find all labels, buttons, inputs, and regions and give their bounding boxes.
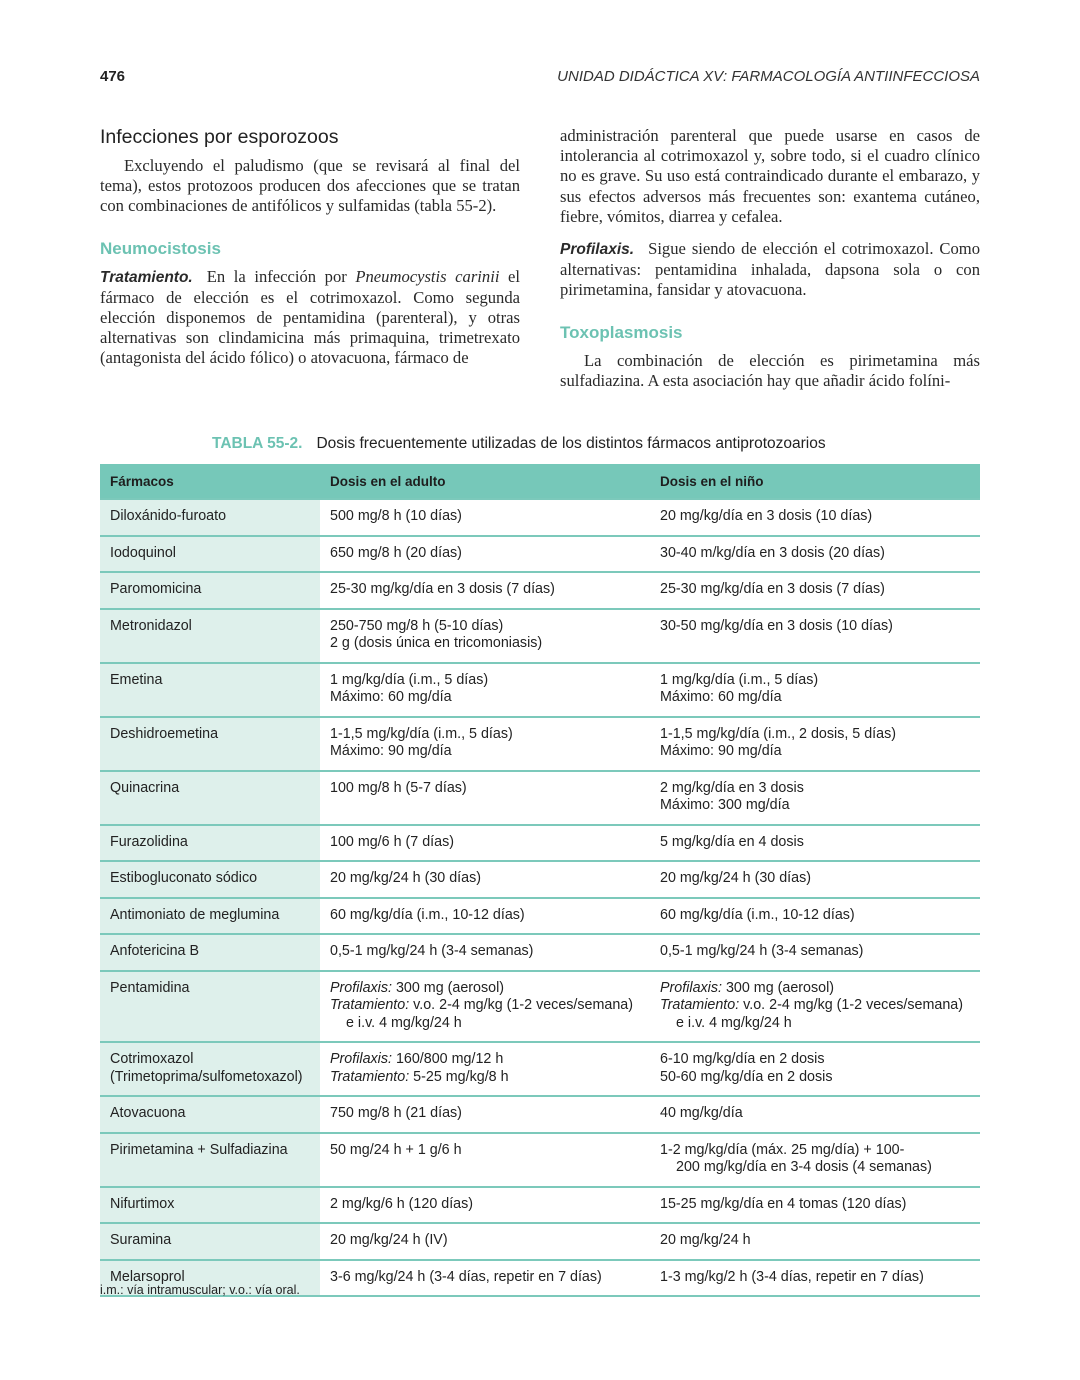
dose-label: Tratamiento:	[660, 997, 740, 1013]
dose-line	[330, 997, 640, 1015]
dose-text: 6-10 mg/kg/día en 2 dosis	[660, 1051, 825, 1067]
dose-line	[330, 980, 640, 998]
adult-dose-cell	[320, 825, 650, 862]
dose-text: Máximo: 90 mg/día	[660, 743, 782, 759]
drug-cell	[100, 609, 320, 663]
dose-text: 20 mg/kg/24 h (IV)	[330, 1232, 448, 1248]
dose-label: Profilaxis:	[330, 979, 392, 996]
adult-dose-cell	[320, 536, 650, 573]
intro-paragraph: Excluyendo el paludismo (que se revisará al final del tema), estos protozoos producen dos afecciones que se tratan con combinaciones de antifólicos y sulfamidas (tabla 55-2).	[100, 156, 520, 216]
child-dose-cell	[650, 1187, 980, 1224]
dose-text: 25-30 mg/kg/día en 3 dosis (7 días)	[660, 581, 885, 597]
child-dose-cell	[650, 771, 980, 825]
dose-text: 15-25 mg/kg/día en 4 tomas (120 días)	[660, 1195, 907, 1212]
dose-line	[660, 797, 970, 815]
dose-text: 0,5-1 mg/kg/24 h (3-4 semanas)	[660, 943, 864, 959]
prophylaxis-lead: Profilaxis.	[560, 241, 635, 259]
table-row	[100, 717, 980, 771]
table-row	[100, 499, 980, 536]
drug-name: Atovacuona	[110, 1105, 186, 1121]
dose-line	[660, 1269, 970, 1287]
drug-cell	[100, 536, 320, 573]
adult-dose-cell	[320, 499, 650, 536]
drug-name: Melarsoprol	[110, 1268, 185, 1285]
child-dose-cell	[650, 609, 980, 663]
dose-line	[660, 997, 970, 1015]
drug-name: Iodoquinol	[110, 544, 176, 561]
treatment-lead: Tratamiento.	[100, 268, 193, 286]
dose-line	[660, 980, 970, 998]
dose-text: 1 mg/kg/día (i.m., 5 días)	[330, 671, 489, 688]
drug-name: Deshidroemetina	[110, 725, 219, 742]
dose-text: 500 mg/8 h (10 días)	[330, 508, 462, 524]
dose-label: Profilaxis:	[330, 1051, 392, 1067]
child-dose-cell	[650, 1260, 980, 1297]
drug-name: Pirimetamina + Sulfadiazina	[110, 1141, 288, 1158]
dose-text: 5 mg/kg/día en 4 dosis	[660, 833, 804, 850]
dose-text: e i.v. 4 mg/kg/24 h	[676, 1014, 792, 1031]
dose-text: v.o. 2-4 mg/kg (1-2 veces/semana)	[739, 997, 964, 1013]
child-dose-cell	[650, 663, 980, 717]
dose-line	[330, 1196, 640, 1214]
dose-text: Máximo: 60 mg/día	[660, 689, 782, 705]
treatment-text-cont: el fármaco de elección es el cotrimoxazol. Como segunda elección disponemos de pentamidina (parenteral), y otras alternativas son clindamicina más primaquina, trimetrexato (antagonista del ácido fólico) o atovacuona, fármaco de	[100, 266, 520, 368]
child-dose-cell	[650, 717, 980, 771]
drug-cell	[100, 1187, 320, 1224]
dose-text: 160/800 mg/12 h	[391, 1051, 504, 1067]
dose-line	[660, 689, 970, 707]
running-head: UNIDAD DIDÁCTICA XV: FARMACOLOGÍA ANTIINFECCIOSA	[557, 68, 980, 85]
table-caption	[212, 435, 826, 453]
toxoplasmosis-paragraph: La combinación de elección es pirimetamina más sulfadiazina. A esta asociación hay que añadir ácido folíni-	[560, 350, 980, 390]
header-child-dose: Dosis en el niño	[650, 464, 980, 499]
dose-text: Máximo: 90 mg/día	[330, 743, 452, 759]
dose-line	[330, 726, 640, 744]
child-dose-cell	[650, 1223, 980, 1260]
adult-dose-cell	[320, 898, 650, 935]
dose-label: Tratamiento:	[330, 1068, 410, 1085]
header-drugs: Fármacos	[100, 464, 320, 499]
dose-text: 60 mg/kg/día (i.m., 10-12 días)	[660, 906, 855, 923]
table-row	[100, 609, 980, 663]
child-dose-cell	[650, 971, 980, 1043]
child-dose-cell	[650, 934, 980, 971]
table-row	[100, 971, 980, 1043]
drug-name: Diloxánido-furoato	[110, 508, 227, 524]
child-dose-cell	[650, 536, 980, 573]
dose-text: 2 mg/kg/6 h (120 días)	[330, 1195, 474, 1212]
dose-text: 1-2 mg/kg/día (máx. 25 mg/día) + 100-	[660, 1141, 905, 1158]
table-label: TABLA 55-2.	[212, 435, 303, 452]
dose-line	[330, 1142, 640, 1160]
dose-text: 100 mg/8 h (5-7 días)	[330, 779, 467, 796]
adult-dose-cell	[320, 1260, 650, 1297]
table-row	[100, 825, 980, 862]
dose-text: 750 mg/8 h (21 días)	[330, 1105, 462, 1121]
table-row	[100, 934, 980, 971]
dose-line	[660, 1051, 970, 1069]
dose-text: 20 mg/kg/24 h	[660, 1232, 751, 1248]
child-dose-cell	[650, 499, 980, 536]
dose-text: Máximo: 60 mg/día	[330, 689, 452, 705]
drug-name: Suramina	[110, 1232, 172, 1248]
table-title: Dosis frecuentemente utilizadas de los distintos fármacos antiprotozoarios	[316, 435, 826, 452]
adult-dose-cell	[320, 609, 650, 663]
dose-line	[330, 1015, 640, 1033]
drug-name: Paromomicina	[110, 581, 202, 597]
child-dose-cell	[650, 572, 980, 609]
dose-line	[660, 1069, 970, 1087]
dose-text: 20 mg/kg/día en 3 dosis (10 días)	[660, 508, 873, 524]
table-row	[100, 1187, 980, 1224]
drug-cell	[100, 1042, 320, 1096]
table-row	[100, 536, 980, 573]
dose-text: 300 mg (aerosol)	[391, 979, 505, 996]
table-row	[100, 861, 980, 898]
dose-text: 0,5-1 mg/kg/24 h (3-4 semanas)	[330, 943, 534, 959]
continued-paragraph: administración parenteral que puede usarse en casos de intolerancia al cotrimoxazol y, sobre todo, si el cuadro clínico no es grave. Su uso está contraindicado durante el embarazo, y sus efectos adversos más frecuentes son: exantema cutáneo, fiebre, vómitos, diarrea y cefalea.	[560, 126, 980, 226]
dose-line	[330, 907, 640, 925]
dose-text: 200 mg/kg/día en 3-4 dosis (4 semanas)	[676, 1159, 932, 1175]
dose-line	[660, 870, 970, 888]
dose-text: Máximo: 300 mg/día	[660, 797, 790, 813]
dose-line	[330, 1232, 640, 1250]
dose-line	[660, 780, 970, 798]
dose-label: Tratamiento:	[330, 997, 410, 1013]
dose-line	[330, 870, 640, 888]
adult-dose-cell	[320, 572, 650, 609]
dose-text: 3-6 mg/kg/24 h (3-4 días, repetir en 7 días)	[330, 1268, 602, 1285]
dose-line	[330, 635, 640, 653]
child-dose-cell	[650, 1133, 980, 1187]
drug-name: Anfotericina B	[110, 943, 200, 959]
adult-dose-cell	[320, 771, 650, 825]
dose-line	[660, 508, 970, 526]
dose-text: 2 g (dosis única en tricomoniasis)	[330, 635, 543, 651]
drug-name: Quinacrina	[110, 779, 180, 796]
drug-cell	[100, 1133, 320, 1187]
dose-line	[660, 834, 970, 852]
dose-line	[330, 1105, 640, 1123]
dose-text: 25-30 mg/kg/día en 3 dosis (7 días)	[330, 581, 555, 597]
dose-line	[330, 581, 640, 599]
drug-cell	[100, 1096, 320, 1133]
drug-name: Pentamidina	[110, 979, 190, 996]
drug-cell	[100, 663, 320, 717]
prophylaxis-text: Sigue siendo de elección el cotrimoxazol. Como alternativas: pentamidina inhalada, dapsona sola o con pirimetamina, fansidar y atovacuona.	[560, 239, 980, 300]
drug-name: Furazolidina	[110, 833, 188, 850]
dose-line	[330, 743, 640, 761]
dose-text: 40 mg/kg/día	[660, 1105, 743, 1121]
dose-line	[660, 726, 970, 744]
drug-cell	[100, 1223, 320, 1260]
adult-dose-cell	[320, 861, 650, 898]
dose-line	[660, 1232, 970, 1250]
dose-text: 30-40 m/kg/día en 3 dosis (20 días)	[660, 544, 885, 561]
child-dose-cell	[650, 1096, 980, 1133]
adult-dose-cell	[320, 1187, 650, 1224]
drug-name: Nifurtimox	[110, 1195, 175, 1212]
drug-name: Emetina	[110, 671, 163, 688]
subheading-toxoplasmosis: Toxoplasmosis	[560, 322, 683, 342]
drug-cell	[100, 717, 320, 771]
dosage-table	[100, 464, 980, 1297]
adult-dose-cell	[320, 1223, 650, 1260]
child-dose-cell	[650, 898, 980, 935]
table-row	[100, 1096, 980, 1133]
dose-line	[330, 672, 640, 690]
drug-cell	[100, 572, 320, 609]
dose-line	[330, 1051, 640, 1069]
adult-dose-cell	[320, 934, 650, 971]
treatment-text: En la infección por	[206, 266, 356, 286]
header-adult-dose: Dosis en el adulto	[320, 464, 650, 499]
dose-line	[660, 672, 970, 690]
dose-line	[330, 943, 640, 961]
page-number: 476	[100, 68, 126, 85]
table-footnote: i.m.: vía intramuscular; v.o.: vía oral.	[100, 1283, 300, 1297]
drug-name: Metronidazol	[110, 617, 192, 634]
left-column	[100, 126, 520, 369]
dose-text: 5-25 mg/kg/8 h	[409, 1068, 509, 1085]
drug-cell	[100, 499, 320, 536]
dose-text: 50 mg/24 h + 1 g/6 h	[330, 1141, 462, 1158]
drug-cell	[100, 934, 320, 971]
treatment-paragraph	[100, 267, 520, 369]
drug-name: Cotrimoxazol	[110, 1051, 194, 1067]
right-column	[560, 126, 980, 391]
dose-text: 20 mg/kg/24 h (30 días)	[330, 870, 481, 886]
drug-cell	[100, 898, 320, 935]
drug-cell	[100, 771, 320, 825]
table-header-row	[100, 464, 980, 499]
dose-line	[660, 907, 970, 925]
adult-dose-cell	[320, 717, 650, 771]
adult-dose-cell	[320, 971, 650, 1043]
dose-line	[330, 1269, 640, 1287]
dose-line	[660, 943, 970, 961]
dose-line	[660, 1196, 970, 1214]
adult-dose-cell	[320, 1042, 650, 1096]
adult-dose-cell	[320, 663, 650, 717]
prophylaxis-paragraph	[560, 239, 980, 301]
dose-text: 2 mg/kg/día en 3 dosis	[660, 779, 804, 796]
dose-text: 650 mg/8 h (20 días)	[330, 544, 462, 561]
dose-text: 1 mg/kg/día (i.m., 5 días)	[660, 671, 819, 688]
dose-text: 300 mg (aerosol)	[721, 979, 835, 996]
dose-text: e i.v. 4 mg/kg/24 h	[346, 1014, 462, 1031]
drug-name: Antimoniato de meglumina	[110, 906, 280, 923]
dose-line	[330, 834, 640, 852]
child-dose-cell	[650, 825, 980, 862]
dose-text: 1-3 mg/kg/2 h (3-4 días, repetir en 7 días)	[660, 1268, 924, 1285]
dose-line	[660, 1015, 970, 1033]
dose-text: 60 mg/kg/día (i.m., 10-12 días)	[330, 906, 525, 923]
dose-line	[660, 1105, 970, 1123]
drug-cell	[100, 825, 320, 862]
dose-text: 250-750 mg/8 h (5-10 días)	[330, 617, 504, 634]
drug-cell	[100, 971, 320, 1043]
drug-cell	[100, 861, 320, 898]
table-row	[100, 1223, 980, 1260]
dose-line	[660, 743, 970, 761]
table-row	[100, 1133, 980, 1187]
drug-name: (Trimetoprima/sulfometoxazol)	[110, 1068, 303, 1085]
dose-line	[330, 1069, 640, 1087]
dose-text: 50-60 mg/kg/día en 2 dosis	[660, 1068, 833, 1085]
dose-line	[660, 1142, 970, 1160]
dose-line	[330, 689, 640, 707]
section-title: Infecciones por esporozoos	[100, 126, 339, 148]
dose-line	[660, 545, 970, 563]
dose-label: Profilaxis:	[660, 979, 722, 996]
dose-line	[330, 780, 640, 798]
dose-line	[330, 508, 640, 526]
dose-line	[660, 1159, 970, 1177]
table-row	[100, 663, 980, 717]
drug-name: Estibogluconato sódico	[110, 870, 258, 886]
dose-text: 30-50 mg/kg/día en 3 dosis (10 días)	[660, 617, 893, 634]
table-row	[100, 898, 980, 935]
child-dose-cell	[650, 1042, 980, 1096]
dose-line	[330, 618, 640, 636]
table-row	[100, 1042, 980, 1096]
adult-dose-cell	[320, 1133, 650, 1187]
table-row	[100, 771, 980, 825]
dose-text: 100 mg/6 h (7 días)	[330, 833, 454, 850]
dose-line	[330, 545, 640, 563]
table-row	[100, 572, 980, 609]
dose-text: v.o. 2-4 mg/kg (1-2 veces/semana)	[409, 997, 634, 1013]
dose-text: 20 mg/kg/24 h (30 días)	[660, 870, 811, 886]
subheading-neumocistosis: Neumocistosis	[100, 238, 221, 258]
species-name: Pneumocystis carinii	[355, 266, 500, 286]
dose-text: 1-1,5 mg/kg/día (i.m., 5 días)	[330, 725, 513, 742]
dose-text: 1-1,5 mg/kg/día (i.m., 2 dosis, 5 días)	[660, 725, 896, 742]
dose-line	[660, 618, 970, 636]
child-dose-cell	[650, 861, 980, 898]
adult-dose-cell	[320, 1096, 650, 1133]
dose-line	[660, 581, 970, 599]
